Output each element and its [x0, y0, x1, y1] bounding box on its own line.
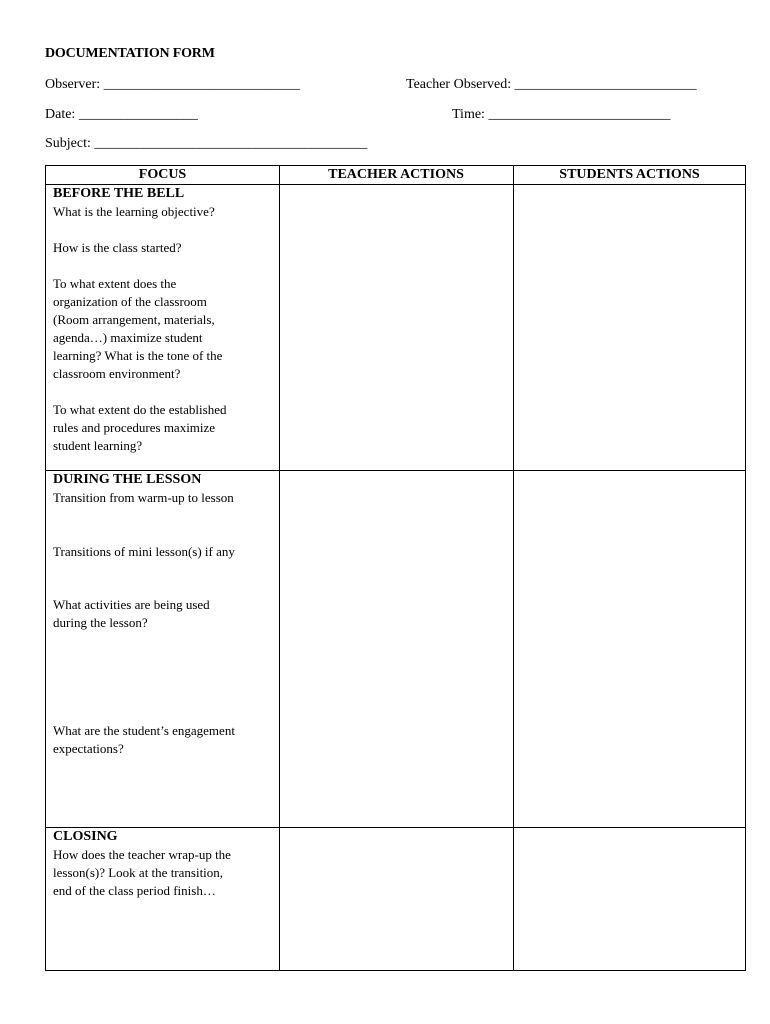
question-line: learning? What is the tone of the: [53, 348, 223, 363]
focus-column-header: FOCUS: [138, 167, 187, 182]
teacher-actions-closing-cell[interactable]: [280, 828, 512, 970]
teacher-actions-column-header: TEACHER ACTIONS: [328, 167, 464, 182]
teacher-actions-during-cell[interactable]: [280, 471, 512, 826]
question-line: lesson(s)? Look at the transition,: [53, 865, 224, 880]
students-actions-closing-cell[interactable]: [514, 828, 745, 970]
before-the-bell-cell: [53, 185, 273, 455]
question: Transition from warm-up to lesson: [53, 490, 234, 505]
section-heading: BEFORE THE BELL: [53, 186, 185, 201]
students-actions-before-cell[interactable]: [514, 185, 745, 469]
question-line: expectations?: [53, 741, 124, 756]
question: What is the learning objective?: [53, 204, 215, 219]
question: Transitions of mini lesson(s) if any: [53, 544, 235, 559]
students-actions-column-header: STUDENTS ACTIONS: [559, 167, 700, 182]
question-line: organization of the classroom: [53, 294, 207, 309]
question-line: end of the class period finish…: [53, 883, 216, 898]
students-actions-during-cell[interactable]: [514, 471, 745, 826]
question-line: rules and procedures maximize: [53, 420, 216, 435]
section-heading: DURING THE LESSON: [53, 472, 202, 487]
question-line: What are the student’s engagement: [53, 723, 235, 738]
section-heading: CLOSING: [53, 829, 118, 844]
during-the-lesson-cell: [53, 471, 273, 758]
question: How is the class started?: [53, 240, 182, 255]
question-line: agenda…) maximize student: [53, 330, 203, 345]
question-line: How does the teacher wrap-up the: [53, 847, 231, 862]
closing-cell: [53, 828, 273, 900]
subject-field[interactable]: Subject: _______________________________________: [45, 136, 368, 151]
question-line: student learning?: [53, 438, 143, 453]
question-line: during the lesson?: [53, 615, 148, 630]
question-line: (Room arrangement, materials,: [53, 312, 215, 327]
form-title: DOCUMENTATION FORM: [45, 46, 215, 61]
observation-table: [45, 165, 746, 971]
time-field[interactable]: Time: __________________________: [452, 107, 671, 122]
teacher-observed-field[interactable]: Teacher Observed: __________________________: [406, 77, 697, 92]
teacher-actions-before-cell[interactable]: [280, 185, 512, 469]
question-line: classroom environment?: [53, 366, 181, 381]
observer-field[interactable]: Observer: ____________________________: [45, 77, 300, 92]
question-line: What activities are being used: [53, 597, 210, 612]
question-line: To what extent do the established: [53, 402, 227, 417]
date-field[interactable]: Date: _________________: [45, 107, 198, 122]
question-line: To what extent does the: [53, 276, 177, 291]
